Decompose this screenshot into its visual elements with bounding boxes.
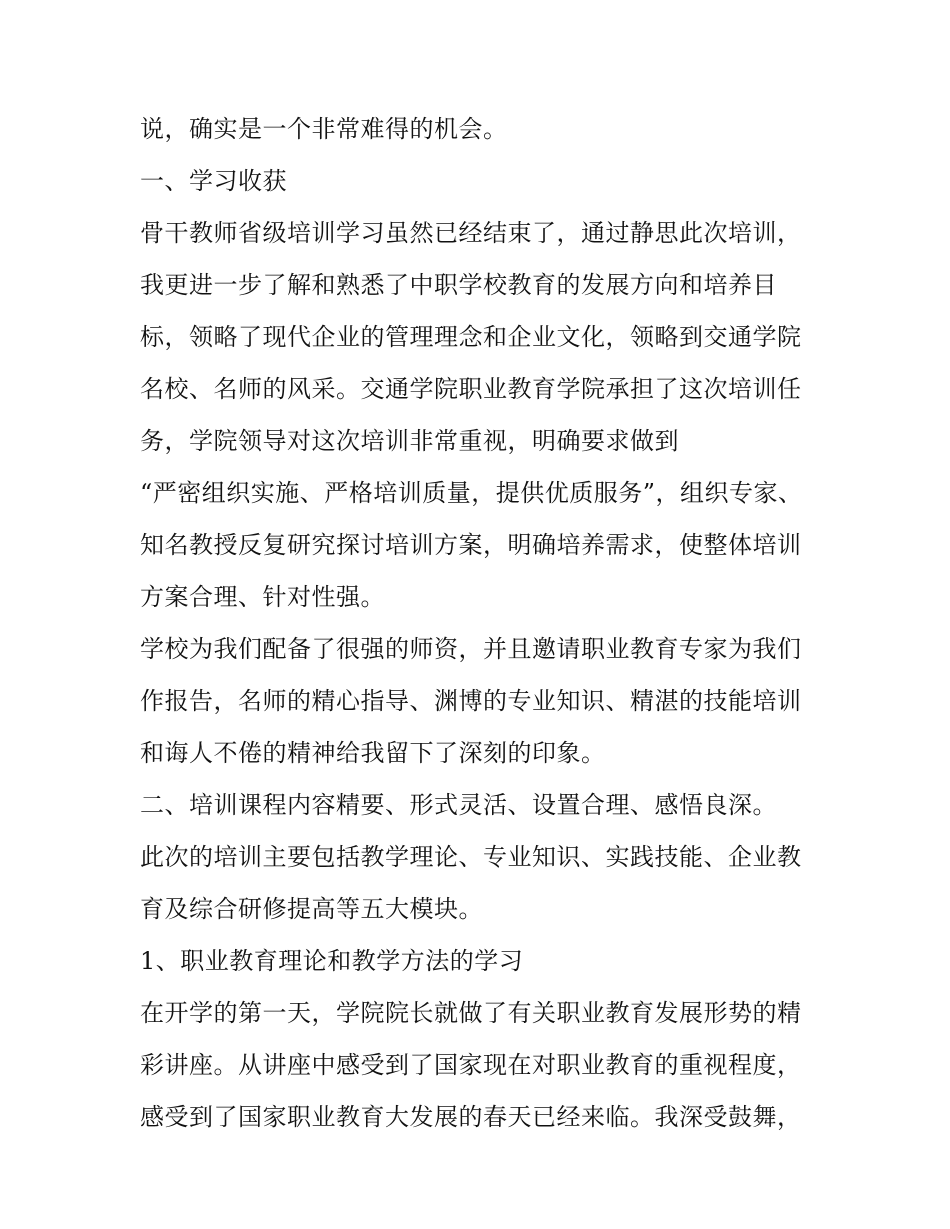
text-line: 此次的培训主要包括教学理论、专业知识、实践技能、企业教 — [140, 843, 802, 871]
text-line: 方案合理、针对性强。 — [140, 583, 385, 611]
subsection-heading-1: 1、职业教育理论和教学方法的学习 — [140, 947, 524, 975]
text-line: 感受到了国家职业教育大发展的春天已经来临。我深受鼓舞， — [140, 1103, 802, 1131]
text-line: “严密组织实施、严格培训质量，提供优质服务”，组织专家、 — [140, 479, 803, 507]
text-line: 我更进一步了解和熟悉了中职学校教育的发展方向和培养目 — [140, 271, 777, 299]
text-line: 育及综合研修提高等五大模块。 — [140, 895, 483, 923]
text-line: 彩讲座。从讲座中感受到了国家现在对职业教育的重视程度， — [140, 1051, 802, 1079]
section-heading-2: 二、培训课程内容精要、形式灵活、设置合理、感悟良深。 — [140, 791, 777, 819]
text-line: 骨干教师省级培训学习虽然已经结束了，通过静思此次培训， — [140, 219, 802, 247]
text-line: 知名教授反复研究探讨培训方案，明确培养需求，使整体培训 — [140, 531, 802, 559]
text-line: 名校、名师的风采。交通学院职业教育学院承担了这次培训任 — [140, 375, 802, 403]
text-line: 和诲人不倦的精神给我留下了深刻的印象。 — [140, 739, 606, 767]
text-line: 说，确实是一个非常难得的机会。 — [140, 115, 508, 143]
text-line: 在开学的第一天，学院院长就做了有关职业教育发展形势的精 — [140, 999, 802, 1027]
text-line: 标，领略了现代企业的管理理念和企业文化，领略到交通学院 — [140, 323, 802, 351]
text-line: 务，学院领导对这次培训非常重视，明确要求做到 — [140, 427, 679, 455]
section-heading-1: 一、学习收获 — [140, 167, 287, 195]
text-line: 学校为我们配备了很强的师资，并且邀请职业教育专家为我们 — [140, 635, 802, 663]
text-line: 作报告，名师的精心指导、渊博的专业知识、精湛的技能培训 — [140, 687, 802, 715]
